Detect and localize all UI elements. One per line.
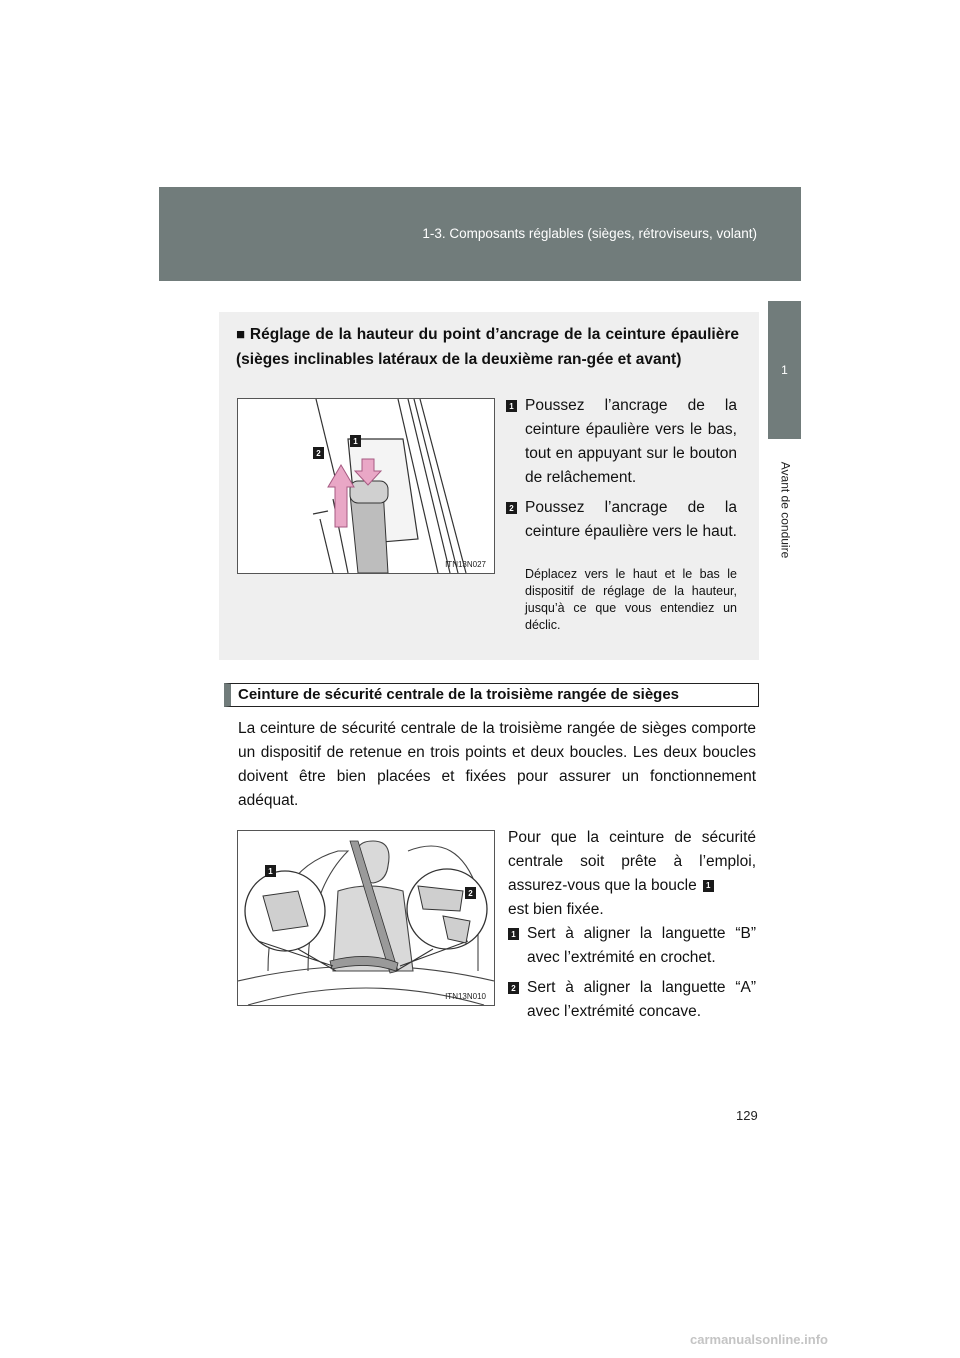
chapter-side-label: [770, 450, 800, 570]
step-text: Poussez l’ancrage de la ceinture épaulière vers le haut.: [525, 499, 737, 540]
anchor-illustration: [237, 398, 495, 574]
chapter-header: [159, 187, 801, 281]
anchor-note: Déplacez vers le haut et le bas le dispositif de réglage de la hauteur, jusqu’à ce que vous entendiez un déclic.: [525, 567, 737, 632]
square-bullet-icon: ■: [236, 326, 246, 343]
figure-badge-1: 1: [350, 435, 361, 447]
figure-code: ITN13N027: [445, 560, 486, 569]
chapter-number: 1: [781, 363, 788, 377]
buckle-items: [508, 922, 756, 1030]
inline-badge-1: 1: [703, 880, 714, 892]
figure-badge-2: 2: [313, 447, 324, 459]
chapter-title: 1-3. Composants réglables (sièges, rétroviseurs, volant): [422, 226, 757, 241]
section-paragraph: La ceinture de sécurité centrale de la troisième rangée de sièges comporte un dispositif de retenue en trois points et deux boucles. Les deux boucles doivent être bien placées et fixées pour assurer un fonctionnement adéquat.: [238, 720, 756, 809]
item-badge: 2: [508, 982, 519, 994]
list-item: [508, 976, 756, 1024]
figure-badge-1: 1: [265, 865, 276, 877]
item-text: Sert à aligner la languette “B” avec l’extrémité en crochet.: [527, 925, 756, 966]
anchor-steps: [506, 394, 737, 550]
list-item: [508, 922, 756, 970]
box-heading-text: Réglage de la hauteur du point d’ancrage de la ceinture épaulière (sièges inclinables latéraux de la deuxième ran-gée et avant): [236, 326, 740, 368]
watermark: carmanualsonline.info: [690, 1332, 828, 1347]
anchor-drawing: [238, 399, 494, 573]
item-badge: 1: [508, 928, 519, 940]
list-item: [506, 496, 737, 544]
item-text: Sert à aligner la languette “A” avec l’extrémité concave.: [527, 979, 756, 1020]
center-belt-illustration: [237, 830, 495, 1006]
chapter-side-label-text: Avant de conduire: [778, 461, 793, 559]
page-number: 129: [736, 1108, 758, 1123]
step-text: Poussez l’ancrage de la ceinture épaulière vers le bas, tout en appuyant sur le bouton de relâchement.: [525, 397, 737, 486]
figure-code: ITN13N010: [445, 992, 486, 1001]
center-belt-drawing: [238, 831, 494, 1005]
chapter-tab: [768, 301, 801, 439]
intro-text: Pour que la ceinture de sécurité centrale soit prête à l’emploi, assurez-vous que la boucle: [508, 829, 756, 894]
step-badge: 2: [506, 502, 517, 514]
height-adjust-box: [219, 312, 759, 660]
step-badge: 1: [506, 400, 517, 412]
intro-text-end: est bien fixée.: [508, 901, 604, 918]
list-item: [506, 394, 737, 490]
section-title: Ceinture de sécurité centrale de la troisième rangée de sièges: [224, 683, 759, 707]
figure-badge-2: 2: [465, 887, 476, 899]
center-belt-intro: [508, 826, 756, 922]
box-heading: [236, 322, 739, 372]
